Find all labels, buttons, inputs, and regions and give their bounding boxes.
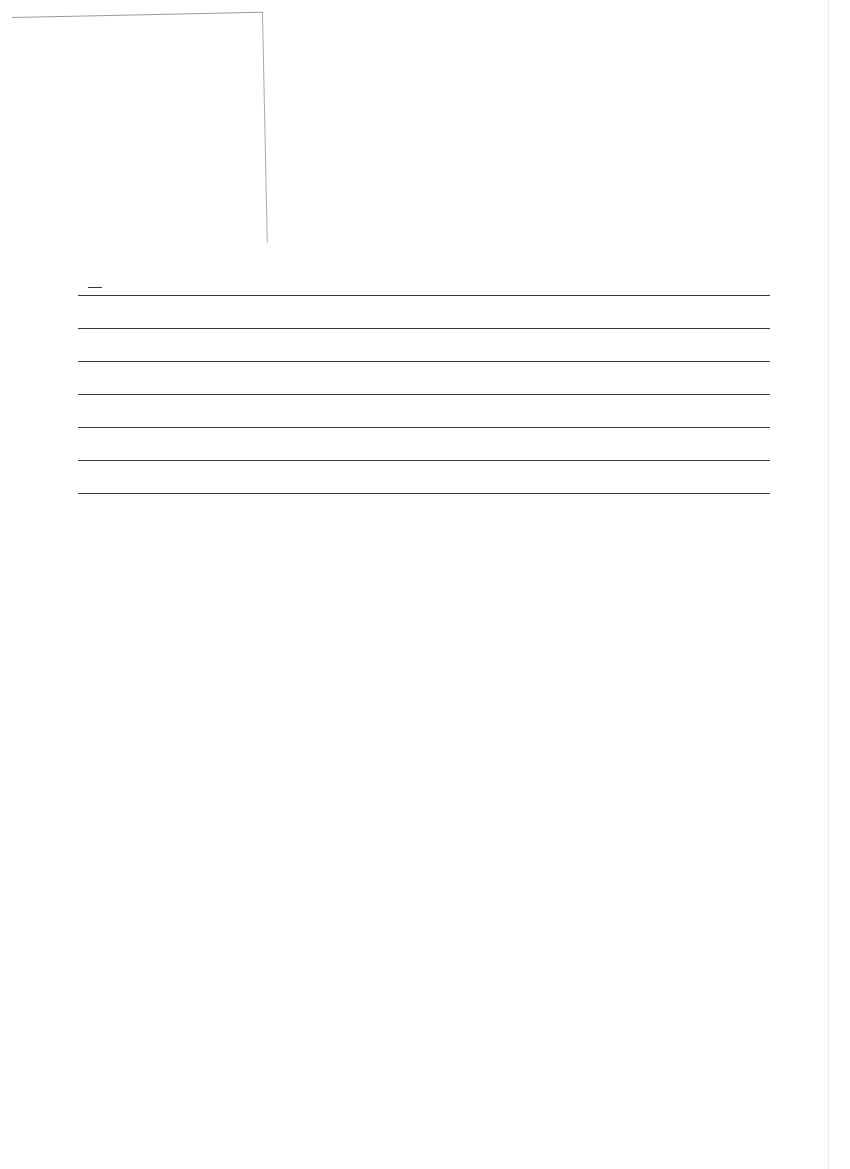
basic-situation-line-2 bbox=[78, 295, 770, 328]
basic-situation-line-3 bbox=[78, 328, 770, 361]
basic-situation-line-7 bbox=[78, 460, 770, 493]
basic-situation-label bbox=[78, 264, 88, 287]
basic-situation-line-5 bbox=[78, 394, 770, 427]
scan-artifact-border bbox=[12, 12, 268, 248]
page-edge bbox=[828, 0, 829, 1169]
cause-spacer bbox=[78, 529, 770, 562]
basic-situation-line-6 bbox=[78, 427, 770, 460]
basic-situation-line-8 bbox=[78, 493, 770, 526]
basic-situation-line-1 bbox=[78, 262, 770, 295]
basic-situation-text bbox=[88, 264, 102, 288]
basic-situation-line-4 bbox=[78, 361, 770, 394]
